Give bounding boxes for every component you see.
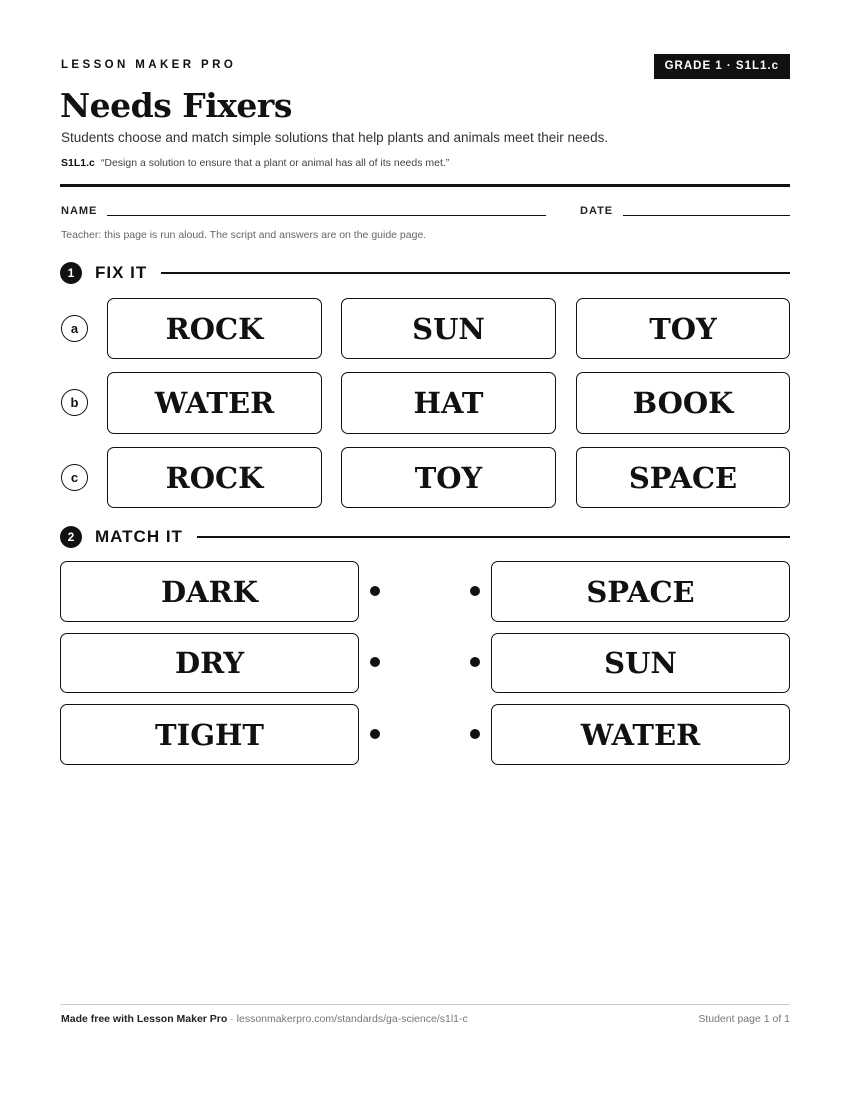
name-field[interactable]: [107, 215, 546, 216]
standard-code: S1L1.c: [61, 157, 95, 169]
name-label: NAME: [61, 205, 98, 217]
section-title: MATCH IT: [95, 527, 183, 546]
fix-option-a-3[interactable]: TOY: [576, 298, 790, 359]
fix-option-b-3[interactable]: BOOK: [576, 372, 790, 434]
grade-badge: GRADE 1 · S1L1.c: [654, 54, 790, 79]
section-number: 1: [60, 262, 82, 284]
fix-option-a-1[interactable]: ROCK: [107, 298, 322, 359]
teacher-note: Teacher: this page is run aloud. The script and answers are on the guide page.: [61, 229, 427, 241]
footer-made-with: Made free with Lesson Maker Pro: [61, 1013, 228, 1025]
row-letter-b: b: [61, 389, 88, 416]
row-letter-a: a: [61, 315, 88, 342]
section-divider: [197, 536, 790, 538]
fix-option-b-2[interactable]: HAT: [341, 372, 556, 434]
fix-option-c-2[interactable]: TOY: [341, 447, 556, 508]
page-subtitle: Students choose and match simple solutions that help plants and animals meet their needs.: [61, 130, 609, 145]
footer-divider: [60, 1004, 790, 1005]
section-fix-it-header: [60, 262, 790, 284]
match-dot-right-3[interactable]: [470, 729, 480, 739]
standard-statement: [61, 157, 449, 169]
match-dot-left-2[interactable]: [370, 657, 380, 667]
footer-page-number: Student page 1 of 1: [698, 1013, 790, 1025]
match-dot-left-1[interactable]: [370, 586, 380, 596]
section-match-it-header: [60, 526, 790, 548]
match-dot-right-2[interactable]: [470, 657, 480, 667]
fix-option-b-1[interactable]: WATER: [107, 372, 322, 434]
date-label: DATE: [580, 205, 614, 217]
standard-text: “Design a solution to ensure that a plant or animal has all of its needs met.”: [100, 157, 450, 169]
section-title: FIX IT: [95, 263, 148, 282]
match-right-2[interactable]: SUN: [491, 633, 790, 693]
section-number: 2: [60, 526, 82, 548]
footer-url[interactable]: · lessonmakerpro.com/standards/ga-science/s1l1-c: [227, 1013, 468, 1025]
match-right-1[interactable]: SPACE: [491, 561, 790, 622]
match-dot-right-1[interactable]: [470, 586, 480, 596]
fix-option-c-3[interactable]: SPACE: [576, 447, 790, 508]
match-left-2[interactable]: DRY: [60, 633, 359, 693]
page-title: Needs Fixers: [60, 86, 292, 125]
fix-option-c-1[interactable]: ROCK: [107, 447, 322, 508]
section-divider: [161, 272, 790, 274]
footer-credit: [61, 1013, 468, 1025]
header-divider: [60, 184, 790, 187]
row-letter-c: c: [61, 464, 88, 491]
match-left-3[interactable]: TIGHT: [60, 704, 359, 765]
match-left-1[interactable]: DARK: [60, 561, 359, 622]
match-right-3[interactable]: WATER: [491, 704, 790, 765]
date-field[interactable]: [623, 215, 790, 216]
fix-option-a-2[interactable]: SUN: [341, 298, 556, 359]
match-dot-left-3[interactable]: [370, 729, 380, 739]
brand-name: LESSON MAKER PRO: [61, 59, 237, 71]
